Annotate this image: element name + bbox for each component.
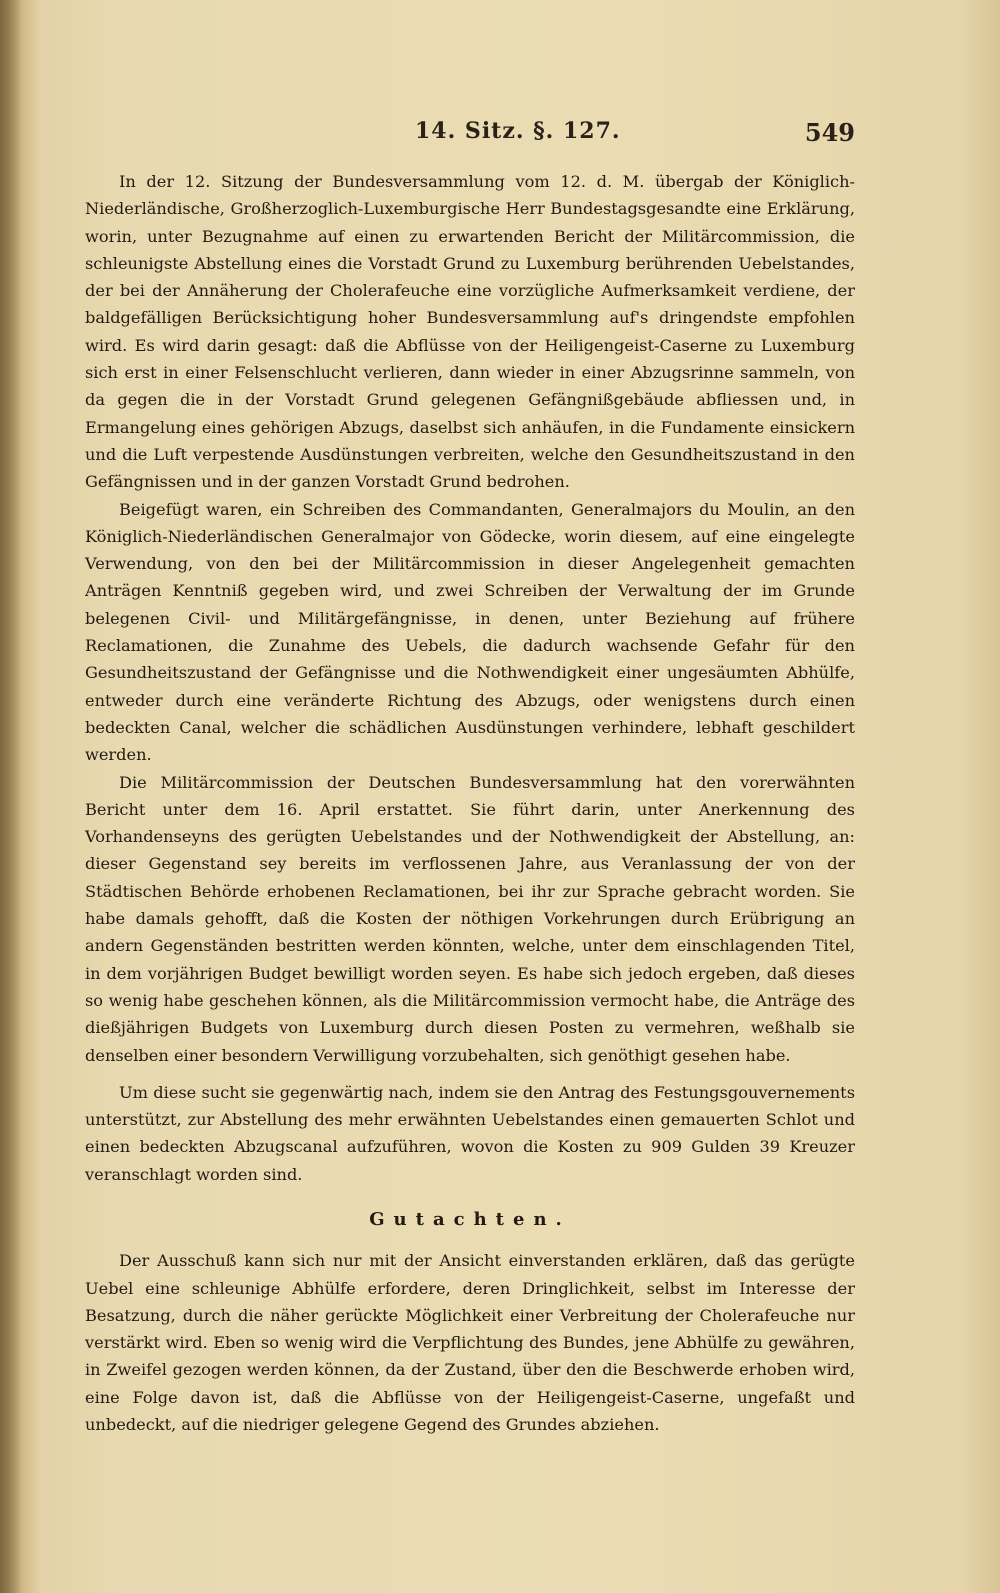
paragraph-2: Beigefügt waren, ein Schreiben des Commandanten, Generalmajors du Moulin, an den Königlich-Niederländischen Generalmajor von Gödecke, worin diesem, auf eine eingelegte Verwendung, von den bei der Militärcommission in dieser Angelegenheit gemachten Anträgen Kenntniß gegeben wird, und zwei Schreiben der Verwaltung der im Grunde belegenen Civil- und Militärgefängnisse, in denen, unter Beziehung auf frühere Reclamationen, die Zunahme des Uebels, die dadurch wachsende Gefahr für den Gesundheitszustand der Gefängnisse und die Nothwendigkeit einer ungesäumten Abhülfe, entweder durch eine veränderte Richtung des Abzugs, oder wenigstens durch einen bedeckten Canal, welcher die schädlichen Ausdünstungen verhindere, lebhaft geschildert werden. xyxy=(85,499,855,765)
body-text xyxy=(85,168,855,1438)
paragraph-3: Die Militärcommission der Deutschen Bundesversammlung hat den vorerwähnten Bericht unter dem 16. April erstattet. Sie führt darin, unter Anerkennung des Vorhandenseyns des gerügten Uebelstandes und der Nothwendigkeit der Abstellung, an: dieser Gegenstand sey bereits im verflossenen Jahre, aus Veranlassung der von der Städtischen Behörde erhobenen Reclamationen, bei ihr zur Sprache gebracht worden. Sie habe damals gehofft, daß die Kosten der nöthigen Vorkehrungen durch Erübrigung an andern Gegenständen bestritten werden könnten, welche, unter dem einschlagenden Titel, in dem vorjährigen Budget bewilligt worden seyen. Es habe sich jedoch ergeben, daß dieses so wenig habe geschehen können, als die Militärcommission vermocht habe, die Anträge des dießjährigen Budgets von Luxemburg durch diesen Posten zu vermehren, weßhalb sie denselben einer besondern Verwilligung vorzubehalten, sich genöthigt gesehen habe. xyxy=(85,772,855,1065)
page-number: 549 xyxy=(804,118,855,147)
binding-shadow xyxy=(0,0,22,1593)
running-head: 14. Sitz. §. 127. xyxy=(415,118,621,144)
opinion-paragraph-1: Der Ausschuß kann sich nur mit der Ansicht einverstanden erklären, daß das gerügte Uebel eine schleunige Abhülfe erfordere, deren Dringlichkeit, selbst im Interesse der Besatzung, durch die näher gerückte Möglichkeit einer Verbreitung der Cholerafeuche nur verstärkt wird. Eben so wenig wird die Verpflichtung des Bundes, jene Abhülfe zu gewähren, in Zweifel gezogen werden können, da der Zustand, über den die Beschwerde erhoben wird, eine Folge davon ist, daß die Abflüsse von der Heiligengeist-Caserne, ungefaßt und unbedeckt, auf die niedriger gelegene Gegend des Grundes abziehen. xyxy=(85,1251,855,1435)
page-header xyxy=(85,118,855,152)
paragraph-4: Um diese sucht sie gegenwärtig nach, indem sie den Antrag des Festungsgouvernements unterstützt, zur Abstellung des mehr erwähnten Uebelstandes einen gemauerten Schlot und einen bedeckten Abzugscanal aufzuführen, wovon die Kosten zu 909 Gulden 39 Kreuzer veranschlagt worden sind. xyxy=(85,1082,855,1184)
paragraph-1: In der 12. Sitzung der Bundesversammlung vom 12. d. M. übergab der Königlich-Niederländische, Großherzoglich-Luxemburgische Herr Bundestagsgesandte eine Erklärung, worin, unter Bezugnahme auf einen zu erwartenden Bericht der Militärcommission, die schleunigste Abstellung eines die Vorstadt Grund zu Luxemburg berührenden Uebelstandes, der bei der Annäherung der Cholerafeuche eine vorzügliche Aufmerksamkeit verdiene, der baldgefälligen Berücksichtigung hoher Bundesversammlung auf's dringendste empfohlen wird. Es wird darin gesagt: daß die Abflüsse von der Heiligengeist-Caserne zu Luxemburg sich erst in einer Felsenschlucht verlieren, dann wieder in einer Abzugsrinne sammeln, von da gegen die in der Vorstadt Grund gelegenen Gefängnißgebäude abfliessen und, in Ermangelung eines gehörigen Abzugs, daselbst sich anhäufen, in die Fundamente einsickern und die Luft verpestende Ausdünstungen verbreiten, welche den Gesundheitszustand in den Gefängnissen und in der ganzen Vorstadt Grund bedrohen. xyxy=(85,172,855,492)
section-heading: Gutachten. xyxy=(369,1208,571,1230)
